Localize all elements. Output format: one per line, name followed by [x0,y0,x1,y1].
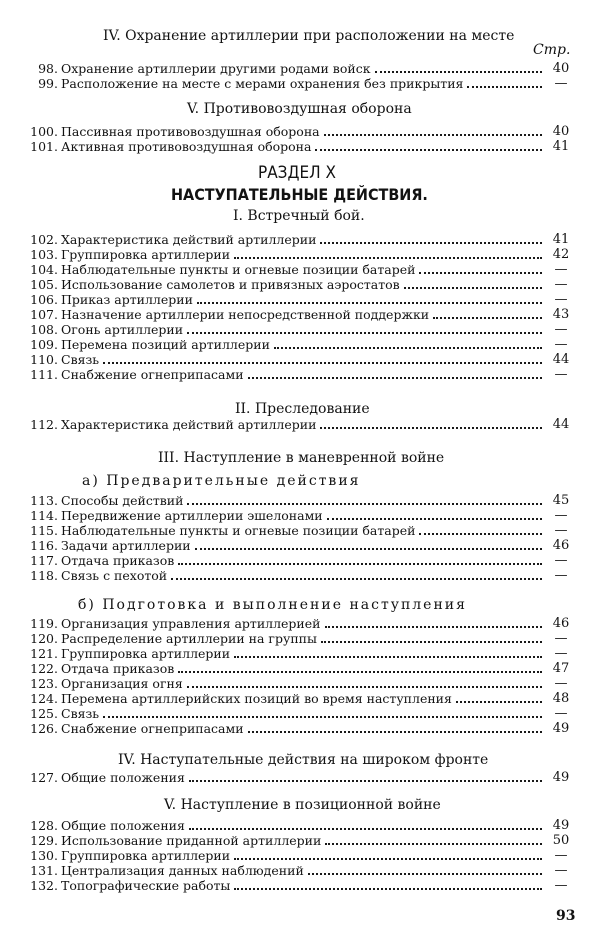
entry-title: Связь с пехотой [61,568,168,583]
toc-entry [26,691,576,706]
heading-section-4: IV. Охранение артиллерии при расположении на месте [103,28,515,44]
entry-title: Наблюдательные пункты и огневые позиции батарей [61,523,416,538]
dot-leader [234,888,542,890]
entry-title: Снабжение огнеприпасами [61,721,244,736]
entry-number: 121. [30,646,58,661]
entry-page: 47 [552,661,570,676]
dot-leader [419,272,542,274]
entry-number: 110. [30,352,58,367]
dot-leader [274,347,542,349]
entry-number: 113. [30,493,58,508]
toc-entry [26,124,576,139]
entry-page: — [554,646,568,661]
entry-title: Топографические работы [61,878,231,893]
toc-entry [26,878,576,893]
entry-page: — [554,508,568,523]
toc-entry [26,833,576,848]
entry-page: 46 [552,538,570,553]
entry-page: 41 [552,139,570,154]
dot-leader [187,686,542,688]
entry-page: — [554,292,568,307]
entry-title: Пассивная противовоздушная оборона [61,124,320,139]
dot-leader [433,317,542,319]
entry-title: Огонь артиллерии [61,322,184,337]
entry-page: — [554,367,568,382]
toc-entry [26,508,576,523]
heading-part-3a: а) Предварительные действия [82,473,361,489]
entry-number: 132. [30,878,58,893]
dot-leader [234,656,542,658]
entry-number: 119. [30,616,58,631]
entry-number: 128. [30,818,58,833]
entry-title: Охранение артиллерии другими родами войск [61,61,371,76]
entry-title: Общие положения [61,770,185,785]
entry-page: — [554,322,568,337]
entry-number: 100. [30,124,58,139]
entry-title: Характеристика действий артиллерии [61,232,317,247]
entry-title: Снабжение огнеприпасами [61,367,244,382]
toc-entry [26,139,576,154]
entry-title: Группировка артиллерии [61,247,231,262]
entry-title: Характеристика действий артиллерии [61,417,317,432]
entry-page: 49 [552,721,570,736]
entry-title: Приказ артиллерии [61,292,193,307]
dot-leader [324,134,542,136]
dot-leader [325,626,543,628]
dot-leader [103,362,542,364]
entry-number: 102. [30,232,58,247]
entry-number: 125. [30,706,58,721]
entry-page: 49 [552,770,570,785]
entry-title: Группировка артиллерии [61,646,231,661]
entry-title: Централизация данных наблюдений [61,863,304,878]
entry-page: — [554,631,568,646]
dot-leader [171,578,542,580]
toc-entry [26,631,576,646]
toc-entry [26,493,576,508]
entry-page: — [554,568,568,583]
entry-title: Связь [61,706,100,721]
toc-entry [26,553,576,568]
dot-leader [178,671,542,673]
toc-entry [26,770,576,785]
entry-number: 127. [30,770,58,785]
entry-title: Организация управления артиллерией [61,616,321,631]
dot-leader [320,427,542,429]
dot-leader [187,332,542,334]
part-title: НАСТУПАТЕЛЬНЫЕ ДЕЙСТВИЯ. [171,185,428,204]
entry-title: Передвижение артиллерии эшелонами [61,508,323,523]
toc-entry [26,616,576,631]
entry-page: 46 [552,616,570,631]
dot-leader [189,780,542,782]
dot-leader [195,548,542,550]
entry-title: Наблюдательные пункты и огневые позиции батарей [61,262,416,277]
page-number: 93 [556,908,576,924]
entry-number: 107. [30,307,58,322]
dot-leader [467,86,542,88]
toc-entry [26,61,576,76]
entry-number: 114. [30,508,58,523]
entry-page: 43 [552,307,570,322]
entry-page: — [554,848,568,863]
entry-number: 117. [30,553,58,568]
entry-number: 101. [30,139,58,154]
dot-leader [248,377,542,379]
entry-page: 44 [552,352,570,367]
entry-number: 106. [30,292,58,307]
entry-page: 42 [552,247,570,262]
entry-number: 105. [30,277,58,292]
toc-entry [26,863,576,878]
toc-entry [26,706,576,721]
entry-number: 118. [30,568,58,583]
entry-number: 131. [30,863,58,878]
dot-leader [187,503,542,505]
entry-page: 40 [552,124,570,139]
toc-entry [26,721,576,736]
dot-leader [320,242,542,244]
entry-page: 49 [552,818,570,833]
entry-title: Активная противовоздушная оборона [61,139,312,154]
entry-page: — [554,337,568,352]
entry-title: Перемена позиций артиллерии [61,337,270,352]
entry-title: Использование приданной артиллерии [61,833,322,848]
entry-number: 112. [30,417,58,432]
dot-leader [327,518,542,520]
entry-number: 130. [30,848,58,863]
dot-leader [321,641,542,643]
entry-number: 109. [30,337,58,352]
entry-page: — [554,277,568,292]
entry-number: 111. [30,367,58,382]
toc-entry [26,352,576,367]
entry-number: 115. [30,523,58,538]
toc-entry [26,568,576,583]
toc-entry [26,307,576,322]
entry-number: 103. [30,247,58,262]
entry-title: Группировка артиллерии [61,848,231,863]
toc-entry [26,247,576,262]
heading-part-4: IV. Наступательные действия на широком фронте [118,752,489,768]
dot-leader [197,302,542,304]
entry-page: — [554,76,568,91]
dot-leader [308,873,542,875]
entry-title: Перемена артиллерийских позиций во время наступления [61,691,452,706]
entry-number: 116. [30,538,58,553]
dot-leader [419,533,542,535]
dot-leader [103,716,542,718]
dot-leader [234,858,542,860]
entry-number: 108. [30,322,58,337]
toc-entry [26,676,576,691]
toc-entry [26,646,576,661]
toc-entry [26,322,576,337]
heading-part-3b: б) Подготовка и выполнение наступления [78,597,467,613]
heading-part-5: V. Наступление в позиционной войне [164,797,441,813]
entry-title: Связь [61,352,100,367]
toc-entry [26,367,576,382]
entry-title: Назначение артиллерии непосредственной поддержки [61,307,430,322]
heading-part-1: I. Встречный бой. [233,208,365,224]
entry-page: 41 [552,232,570,247]
entry-title: Распределение артиллерии на группы [61,631,317,646]
toc-entry [26,292,576,307]
dot-leader [456,701,542,703]
entry-page: — [554,523,568,538]
section-number: РАЗДЕЛ X [258,163,336,183]
dot-leader [404,287,542,289]
entry-number: 104. [30,262,58,277]
dot-leader [234,257,542,259]
entry-number: 124. [30,691,58,706]
entry-number: 99. [38,76,58,91]
toc-entry [26,523,576,538]
entry-title: Задачи артиллерии [61,538,191,553]
dot-leader [178,563,542,565]
entry-number: 120. [30,631,58,646]
entry-title: Способы действий [61,493,184,508]
entry-page: — [554,863,568,878]
entry-number: 98. [38,61,58,76]
toc-entry [26,848,576,863]
entry-number: 123. [30,676,58,691]
toc-entry [26,337,576,352]
toc-entry [26,538,576,553]
dot-leader [248,731,542,733]
entry-page: — [554,878,568,893]
dot-leader [325,843,542,845]
toc-entry [26,232,576,247]
toc-entry [26,277,576,292]
entry-page: — [554,553,568,568]
heading-part-3: III. Наступление в маневренной войне [158,450,445,466]
heading-section-5: V. Противовоздушная оборона [187,101,412,117]
dot-leader [189,828,542,830]
toc-entry [26,417,576,432]
entry-title: Использование самолетов и привязных аэростатов [61,277,400,292]
entry-page: 40 [552,61,570,76]
entry-number: 129. [30,833,58,848]
entry-title: Отдача приказов [61,661,175,676]
entry-title: Общие положения [61,818,185,833]
toc-entry [26,76,576,91]
entry-title: Отдача приказов [61,553,175,568]
entry-page: — [554,262,568,277]
entry-title: Организация огня [61,676,183,691]
entry-page: 48 [552,691,570,706]
entry-number: 122. [30,661,58,676]
entry-page: 50 [552,833,570,848]
entry-number: 126. [30,721,58,736]
toc-entry [26,818,576,833]
entry-title: Расположение на месте с мерами охранения без прикрытия [61,76,464,91]
page-column-label: Стр. [533,42,571,58]
toc-entry [26,661,576,676]
entry-page: — [554,676,568,691]
entry-page: — [554,706,568,721]
dot-leader [315,149,542,151]
toc-entry [26,262,576,277]
heading-part-2: II. Преследование [235,401,370,417]
entry-page: 45 [552,493,570,508]
entry-page: 44 [552,417,570,432]
dot-leader [375,71,542,73]
